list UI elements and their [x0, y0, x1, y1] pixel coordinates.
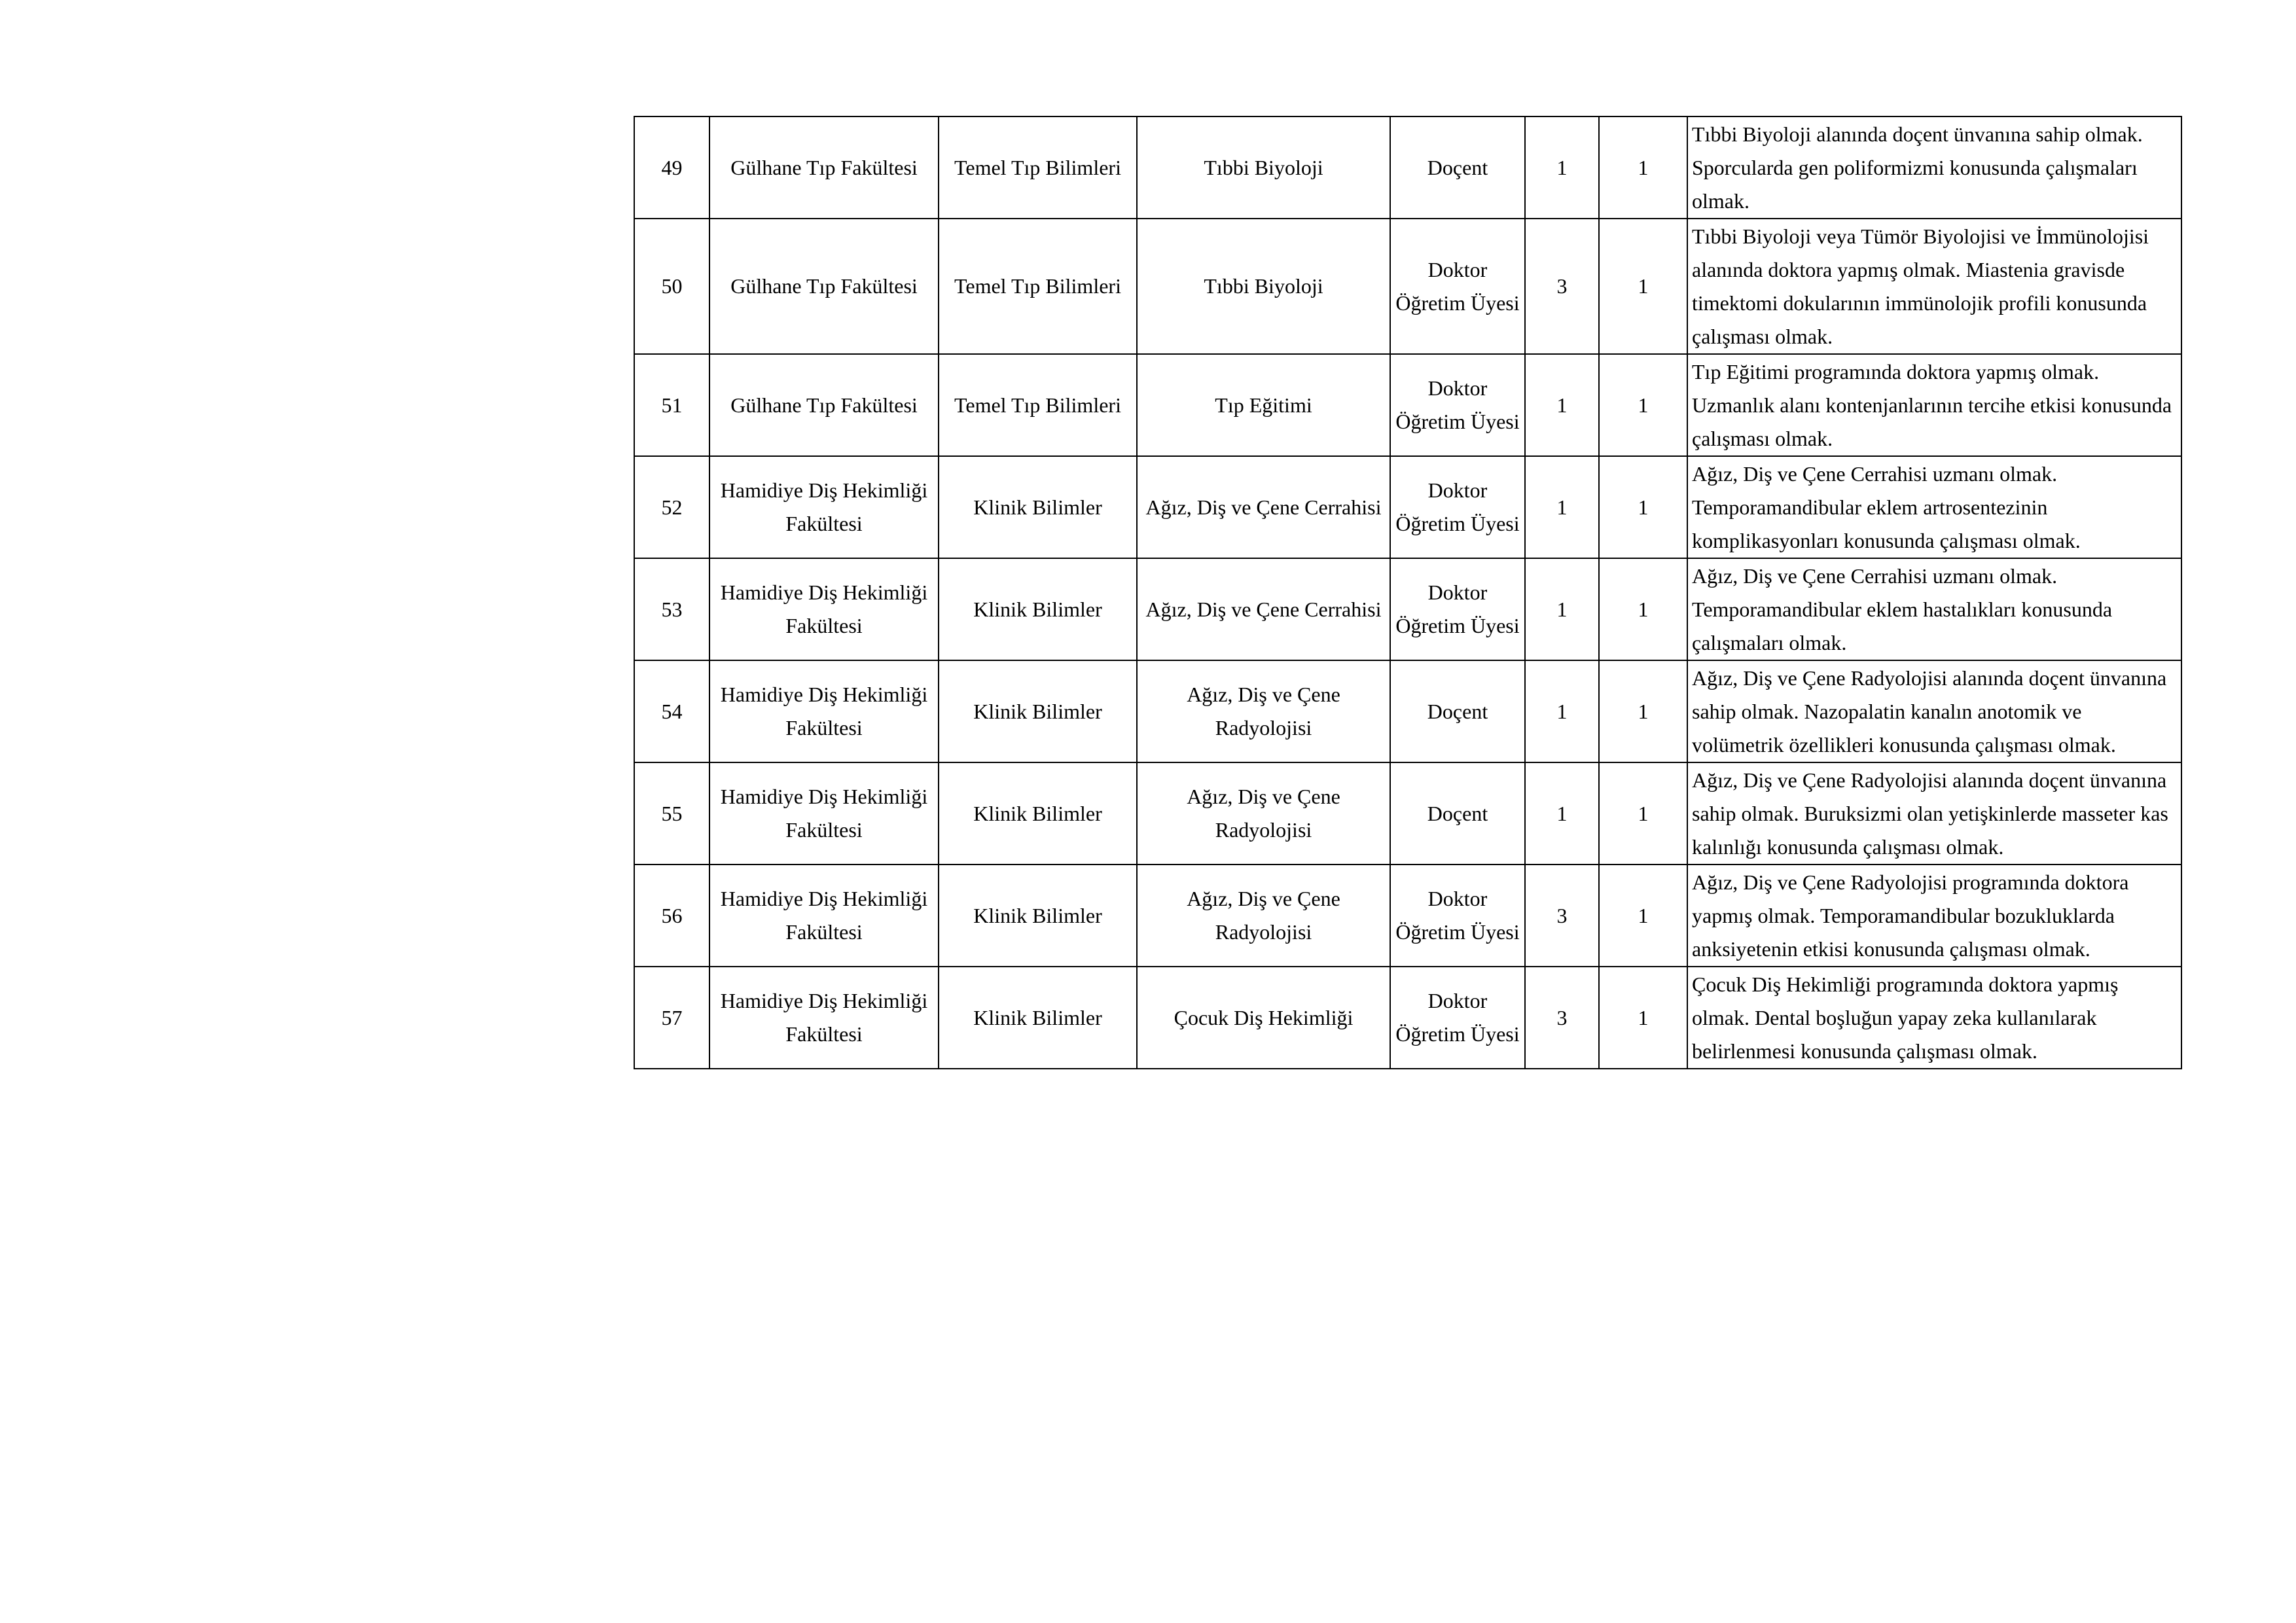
- department-cell: Klinik Bilimler: [939, 558, 1137, 660]
- row-number: 50: [634, 219, 709, 354]
- subject-cell: Ağız, Diş ve Çene Radyolojisi: [1137, 660, 1390, 762]
- count-b-cell: 1: [1599, 456, 1687, 558]
- title-cell: Doktor Öğretim Üyesi: [1390, 219, 1525, 354]
- title-cell: Doçent: [1390, 762, 1525, 865]
- count-b-cell: 1: [1599, 354, 1687, 456]
- table-row: [634, 967, 2181, 1069]
- faculty-cell: Hamidiye Diş Hekimliği Fakültesi: [709, 865, 939, 967]
- count-b-cell: 1: [1599, 558, 1687, 660]
- row-number: 53: [634, 558, 709, 660]
- title-cell: Doçent: [1390, 116, 1525, 219]
- faculty-cell: Hamidiye Diş Hekimliği Fakültesi: [709, 660, 939, 762]
- count-b-cell: 1: [1599, 762, 1687, 865]
- row-number: 52: [634, 456, 709, 558]
- table-row: [634, 354, 2181, 456]
- faculty-cell: Hamidiye Diş Hekimliği Fakültesi: [709, 558, 939, 660]
- subject-cell: Ağız, Diş ve Çene Radyolojisi: [1137, 865, 1390, 967]
- title-cell: Doçent: [1390, 660, 1525, 762]
- department-cell: Temel Tıp Bilimleri: [939, 354, 1137, 456]
- position-table: [634, 116, 2182, 1069]
- table-row: [634, 660, 2181, 762]
- department-cell: Klinik Bilimler: [939, 762, 1137, 865]
- requirements-cell: Ağız, Diş ve Çene Radyolojisi alanında doçent ünvanına sahip olmak. Buruksizmi olan yetişkinlerde masseter kas kalınlığı konusunda çalışması olmak.: [1687, 762, 2181, 865]
- count-b-cell: 1: [1599, 116, 1687, 219]
- faculty-cell: Gülhane Tıp Fakültesi: [709, 116, 939, 219]
- faculty-cell: Gülhane Tıp Fakültesi: [709, 219, 939, 354]
- requirements-cell: Tıp Eğitimi programında doktora yapmış olmak. Uzmanlık alanı kontenjanlarının tercihe etkisi konusunda çalışması olmak.: [1687, 354, 2181, 456]
- table-row: [634, 762, 2181, 865]
- faculty-cell: Gülhane Tıp Fakültesi: [709, 354, 939, 456]
- row-number: 49: [634, 116, 709, 219]
- subject-cell: Tıbbi Biyoloji: [1137, 116, 1390, 219]
- faculty-cell: Hamidiye Diş Hekimliği Fakültesi: [709, 762, 939, 865]
- subject-cell: Tıp Eğitimi: [1137, 354, 1390, 456]
- faculty-cell: Hamidiye Diş Hekimliği Fakültesi: [709, 967, 939, 1069]
- requirements-cell: Ağız, Diş ve Çene Radyolojisi alanında doçent ünvanına sahip olmak. Nazopalatin kanalın anotomik ve volümetrik özellikleri konusunda çalışması olmak.: [1687, 660, 2181, 762]
- title-cell: Doktor Öğretim Üyesi: [1390, 967, 1525, 1069]
- subject-cell: Tıbbi Biyoloji: [1137, 219, 1390, 354]
- count-b-cell: 1: [1599, 967, 1687, 1069]
- count-a-cell: 1: [1525, 558, 1599, 660]
- requirements-cell: Ağız, Diş ve Çene Radyolojisi programında doktora yapmış olmak. Temporamandibular bozukluklarda anksiyetenin etkisi konusunda çalışması olmak.: [1687, 865, 2181, 967]
- title-cell: Doktor Öğretim Üyesi: [1390, 456, 1525, 558]
- department-cell: Temel Tıp Bilimleri: [939, 219, 1137, 354]
- count-a-cell: 3: [1525, 865, 1599, 967]
- subject-cell: Çocuk Diş Hekimliği: [1137, 967, 1390, 1069]
- subject-cell: Ağız, Diş ve Çene Cerrahisi: [1137, 456, 1390, 558]
- table-row: [634, 558, 2181, 660]
- count-a-cell: 1: [1525, 116, 1599, 219]
- subject-cell: Ağız, Diş ve Çene Cerrahisi: [1137, 558, 1390, 660]
- table-row: [634, 865, 2181, 967]
- count-a-cell: 1: [1525, 354, 1599, 456]
- count-b-cell: 1: [1599, 219, 1687, 354]
- requirements-cell: Ağız, Diş ve Çene Cerrahisi uzmanı olmak. Temporamandibular eklem hastalıkları konusunda çalışmaları olmak.: [1687, 558, 2181, 660]
- count-a-cell: 1: [1525, 762, 1599, 865]
- count-b-cell: 1: [1599, 660, 1687, 762]
- row-number: 56: [634, 865, 709, 967]
- row-number: 57: [634, 967, 709, 1069]
- count-a-cell: 1: [1525, 456, 1599, 558]
- requirements-cell: Çocuk Diş Hekimliği programında doktora yapmış olmak. Dental boşluğun yapay zeka kullanılarak belirlenmesi konusunda çalışması olmak.: [1687, 967, 2181, 1069]
- department-cell: Klinik Bilimler: [939, 456, 1137, 558]
- department-cell: Klinik Bilimler: [939, 967, 1137, 1069]
- title-cell: Doktor Öğretim Üyesi: [1390, 354, 1525, 456]
- title-cell: Doktor Öğretim Üyesi: [1390, 558, 1525, 660]
- count-a-cell: 3: [1525, 219, 1599, 354]
- department-cell: Klinik Bilimler: [939, 660, 1137, 762]
- table-row: [634, 456, 2181, 558]
- title-cell: Doktor Öğretim Üyesi: [1390, 865, 1525, 967]
- row-number: 54: [634, 660, 709, 762]
- department-cell: Temel Tıp Bilimleri: [939, 116, 1137, 219]
- department-cell: Klinik Bilimler: [939, 865, 1137, 967]
- count-b-cell: 1: [1599, 865, 1687, 967]
- faculty-cell: Hamidiye Diş Hekimliği Fakültesi: [709, 456, 939, 558]
- row-number: 51: [634, 354, 709, 456]
- requirements-cell: Ağız, Diş ve Çene Cerrahisi uzmanı olmak. Temporamandibular eklem artrosentezinin komplikasyonları konusunda çalışması olmak.: [1687, 456, 2181, 558]
- table-row: [634, 219, 2181, 354]
- table-row: [634, 116, 2181, 219]
- count-a-cell: 1: [1525, 660, 1599, 762]
- subject-cell: Ağız, Diş ve Çene Radyolojisi: [1137, 762, 1390, 865]
- requirements-cell: Tıbbi Biyoloji veya Tümör Biyolojisi ve İmmünolojisi alanında doktora yapmış olmak. Miastenia gravisde timektomi dokularının immünolojik profili konusunda çalışması olmak.: [1687, 219, 2181, 354]
- requirements-cell: Tıbbi Biyoloji alanında doçent ünvanına sahip olmak. Sporcularda gen poliformizmi konusunda çalışmaları olmak.: [1687, 116, 2181, 219]
- count-a-cell: 3: [1525, 967, 1599, 1069]
- row-number: 55: [634, 762, 709, 865]
